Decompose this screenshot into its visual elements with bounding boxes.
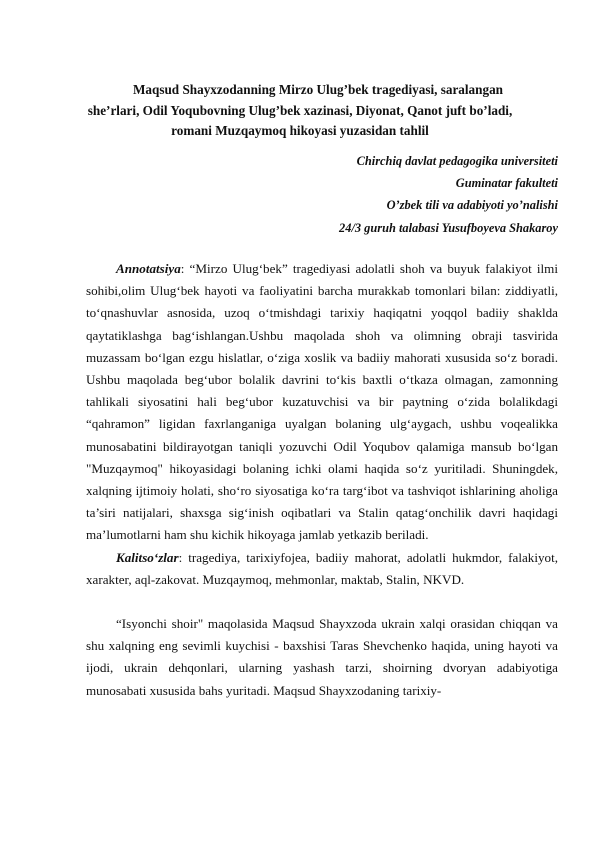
abstract-text: : “Mirzo Ulug‘bek” tragediyasi adolatli shoh va buyuk falakiyot ilmi sohibi,olim Ulug‘bek hayoti va faoliyatini barcha murakkab tomonlari bilan: ziddiyatli, to‘qnashuvlar asnosida, uzoq o‘tmishdagi tarixiy haqiqatni yoqqol badiiy shaklda qaytatiklashga bag‘ishlangan.Ushbu maqolada shoh va olimning obraji tasvirida muzassam bo‘lgan ezgu hislatlar, o‘ziga xoslik va badiiy mahorati xususida so‘z boradi. Ushbu maqolada beg‘ubor bolalik davrini to‘kis baxtli o‘tkaza olmagan, zamonning tahlikali siyosatini hali beg‘ubor kuzatuvchisi va bir paytning o‘zida bolalikdagi “qahramon” ligidan faxrlanganiga uyalgan bolaning ulg‘aygach, ushbu voqealikka munosabatini bildirayotgan taniqli yozuvchi Odil Yoqubov qalamiga mansub bo‘lgan "Muzqaymoq" hikoyasidagi bolaning ichki olami haqida so‘z yuritiladi. Shuningdek, xalqning ijtimoiy holati, sho‘ro siyosatiga ko‘ra targ‘ibot va tashviqot ishlarining aholiga ta’siri natijalari, shaxsga sig‘inish oqibatlari va Stalin qatag‘onchilik davri haqidagi ma’lumotlarni ham shu kichik hikoyaga jamlab yetkazib beriladi. (86, 261, 558, 543)
keywords-text: : tragediya, tarixiyfojea, badiiy mahorat, adolatli hukmdor, falakiyot, xarakter, aql-zakovat. Muzqaymoq, mehmonlar, maktab, Stalin, NKVD. (86, 549, 558, 587)
university-name: Chirchiq davlat pedagogika universiteti (356, 154, 558, 168)
paragraph-spacer (86, 591, 558, 613)
abstract-paragraph (86, 258, 558, 547)
author-affiliation (339, 150, 558, 239)
intro-paragraph: “Isyonchi shoir" maqolasida Maqsud Shayxzoda ukrain xalqi orasidan chiqqan va shu xalqning eng sevimli kuychisi - baxshisi Taras Shevchenko haqida, uning hayoti va ijodi, ukrain dehqonlari, ularning yashash tarzi, shoirning dvoryan adabiyotiga munosabati xususida bahs yuritadi. Maqsud Shayxzodaning tarixiy- (86, 616, 558, 698)
paper-title (80, 80, 520, 142)
faculty-name: Guminatar fakulteti (455, 176, 558, 191)
department-name: O’zbek tili va adabiyoti yo’nalishi (386, 198, 558, 213)
abstract-label: Annotatsiya (116, 261, 181, 276)
title-line-2: she’rlari, Odil Yoqubovning Ulug’bek xazinasi, Diyonat, Qanot juft bo’ladi, (87, 102, 513, 118)
author-name: 24/3 guruh talabasi Yusufboyeva Shakaroy (339, 220, 558, 235)
keywords-paragraph (86, 547, 558, 591)
title-line-3: romani Muzqaymoq hikoyasi yuzasidan tahlil (171, 123, 429, 138)
title-line-1: Maqsud Shayxzodanning Mirzo Ulug’bek tragediyasi, saralangan (132, 82, 504, 97)
paper-body (86, 258, 558, 702)
keywords-label: Kalitso‘zlar (116, 549, 179, 565)
